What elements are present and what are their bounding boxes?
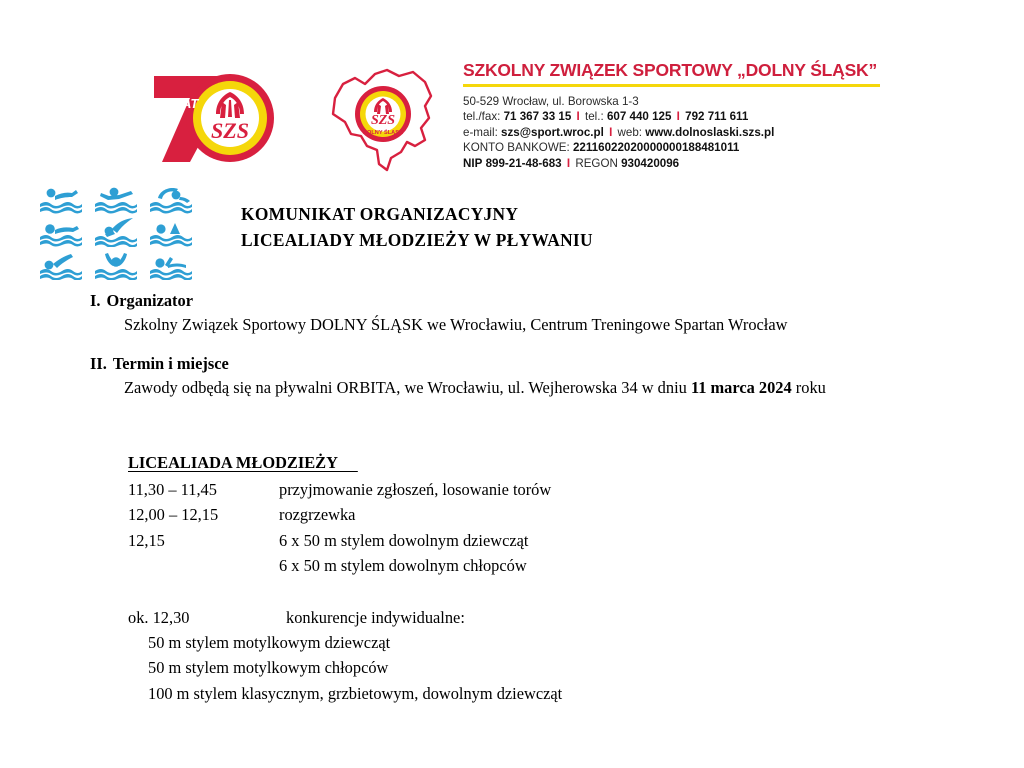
schedule-row [128,502,1024,527]
document-title-line-2: LICEALIADY MŁODZIEŻY W PŁYWANIU [241,230,593,250]
section-heading [90,290,1024,312]
individual-events-list [148,630,1024,706]
email-label: e-mail: [463,125,498,139]
tel-number-1: 607 440 125 [606,110,672,124]
section-heading-text: Organizator [106,291,193,310]
organization-title: SZKOLNY ZWIĄZEK SPORTOWY „DOLNY ŚLĄSK” [463,60,878,80]
swimmer-backstroke-icon [33,215,88,248]
spacer [0,404,1024,451]
web-label: web: [617,125,643,139]
section-heading-text: Termin i miejsce [112,354,229,373]
document-title-line-1: KOMUNIKAT ORGANIZACYJNY [241,204,519,224]
header-yellow-rule [463,84,880,87]
document-body [0,290,1024,706]
swimmer-arms-up-icon [88,249,143,282]
separator-icon: I [566,156,571,170]
schedule-heading: LICEALIADA MŁODZIEŻY [128,453,358,472]
bank-account-number: 22116022020000000188481011 [572,141,740,155]
contact-bank-line [463,140,893,155]
svg-text:LAT: LAT [174,96,199,111]
tel-label: tel.: [585,110,604,124]
swimmer-butterfly-icon [33,249,88,282]
szs-70-years-logo [146,60,278,168]
swimmer-freestyle-icon [33,182,88,215]
schedule-description: przyjmowanie zgłoszeń, losowanie torów [279,480,552,499]
separator-icon: I [576,110,580,124]
section-numeral: II. [90,354,107,373]
organization-contacts [463,94,893,171]
section-termin-i-miejsce [0,353,1024,400]
schedule-description: 6 x 50 m stylem dowolnym dziewcząt [279,530,529,550]
swimmer-kick-icon [144,249,199,282]
website-address: www.dolnoslaski.szs.pl [645,125,775,139]
document-title [241,201,593,253]
schedule-description: rozgrzewka [279,505,356,525]
section-body-text [124,375,968,400]
swimmer-crawl-icon [144,182,199,215]
swimming-icons-grid [33,182,199,282]
termin-suffix: roku [791,378,826,397]
contact-nip-line [463,156,893,171]
schedule-time: 11,30 – 11,45 [128,480,217,499]
contact-email-line [463,125,893,140]
schedule-time: 12,00 – 12,15 [128,505,219,525]
section-numeral: I. [90,291,101,310]
dolny-slask-map-logo [321,58,445,176]
schedule-row [128,528,1024,553]
event-item: 50 m stylem motylkowym dziewcząt [148,633,391,653]
schedule-row [128,477,1024,502]
individual-events-heading: konkurencje indywidualne: [286,607,465,627]
address-text: 50-529 Wrocław, ul. Borowska 1-3 [463,95,639,108]
separator-icon: I [676,110,680,124]
phone-fax-number: 71 367 33 15 [503,110,572,124]
contact-phone-line [463,109,893,124]
individual-events-time: ok. 12,30 [128,607,190,627]
email-address: szs@sport.wroc.pl [501,125,604,139]
schedule-time [128,553,279,578]
organization-header [463,60,893,171]
schedule-list [128,477,1024,579]
tel-number-2: 792 711 611 [685,110,749,124]
termin-prefix: Zawody odbędą się na pływalni ORBITA, we Wrocławiu, ul. Wejherowska 34 w dniu [124,378,691,397]
schedule-heading-wrap [0,451,1024,475]
separator-icon: I [609,125,613,139]
regon-label: REGON [575,156,618,170]
section-organizator [0,290,1024,337]
regon-number: 930420096 [621,156,680,170]
section-heading [90,353,1024,375]
bank-label: KONTO BANKOWE: [463,141,570,155]
schedule-row [128,553,1024,578]
phone-fax-label: tel./fax: [463,110,501,124]
nip-label: NIP [463,156,483,170]
swimmer-dive-icon [88,215,143,248]
nip-number: 899-21-48-683 [485,156,562,170]
section-body-text: Szkolny Związek Sportowy DOLNY ŚLĄSK we Wrocławiu, Centrum Treningowe Spartan Wrocław [124,315,788,334]
swimmer-two-heads-icon [144,215,199,248]
event-item: 100 m stylem klasycznym, grzbietowym, dowolnym dziewcząt [148,683,563,703]
individual-events-heading-row [128,605,1024,630]
svg-text:SZS: SZS [211,118,249,143]
spacer [0,579,1024,605]
event-date: 11 marca 2024 [690,378,792,397]
letterhead [0,0,1024,180]
schedule-description: 6 x 50 m stylem dowolnym chłopców [279,556,527,576]
svg-text:DOLNY ŚLĄSK: DOLNY ŚLĄSK [363,130,403,136]
contact-address-line [463,94,893,109]
schedule-time: 12,15 [128,530,165,550]
swimmer-breaststroke-icon [88,182,143,215]
event-item: 50 m stylem motylkowym chłopców [148,658,389,678]
svg-text:SZS: SZS [370,113,396,128]
